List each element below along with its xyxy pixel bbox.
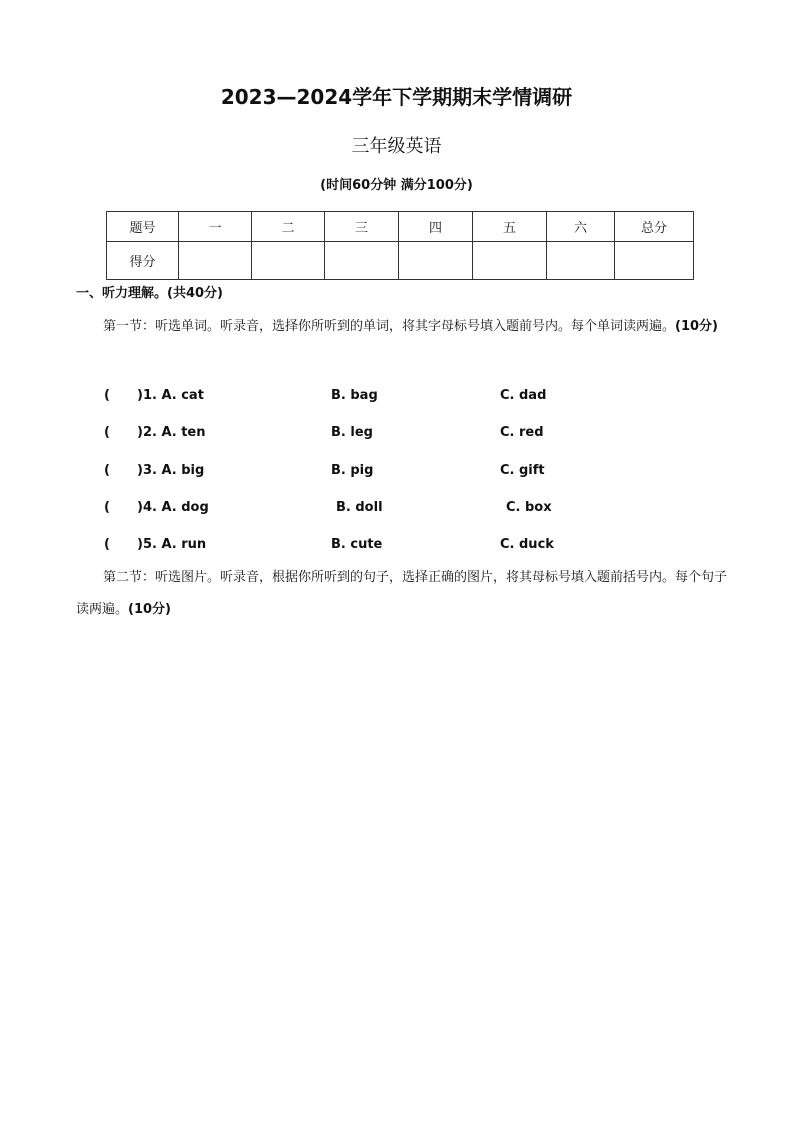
question-option-c: C. box (506, 500, 552, 515)
question-row (104, 498, 724, 518)
score-cell (547, 242, 615, 280)
question-option-a: )1. A. cat (137, 388, 204, 403)
question-option-a: )3. A. big (137, 463, 205, 478)
part2-points: (10分) (128, 602, 171, 617)
question-row (104, 386, 724, 406)
page-title: 2023—2024学年下学期期末学情调研 (220, 85, 573, 109)
question-option-a: )4. A. dog (137, 500, 209, 515)
score-cell (473, 242, 547, 280)
score-table-header-cell: 三 (325, 212, 399, 242)
question-row (104, 461, 724, 481)
question-row (104, 535, 724, 555)
question-option-c: C. dad (500, 388, 547, 403)
score-row-label: 得分 (107, 242, 179, 280)
score-table-header-cell: 一 (179, 212, 252, 242)
exam-subject: 三年级英语 (351, 136, 442, 157)
score-table (106, 211, 694, 280)
question-option-b: B. doll (336, 500, 383, 515)
score-cell (252, 242, 325, 280)
question-option-b: B. bag (331, 388, 378, 403)
score-cell (325, 242, 399, 280)
question-option-c: C. gift (500, 463, 545, 478)
question-option-b: B. pig (331, 463, 374, 478)
question-option-a: )2. A. ten (137, 425, 206, 440)
score-cell (615, 242, 694, 280)
section-heading: 一、听力理解。(共40分) (76, 286, 223, 301)
part2-instruction-text: 第二节：听选图片。听录音，根据你所听到的句子，选择正确的图片，将其母标号填入题前括号内。每个句子读两遍。 (76, 570, 728, 617)
score-table-header-cell: 五 (473, 212, 547, 242)
score-table-header-row (107, 212, 694, 242)
part2-instruction (76, 562, 736, 626)
question-option-b: B. cute (331, 537, 383, 552)
answer-bracket: ( (104, 388, 110, 403)
score-table-header-cell: 六 (547, 212, 615, 242)
exam-meta: (时间60分钟 满分100分) (320, 178, 473, 193)
question-row (104, 423, 724, 443)
answer-bracket: ( (104, 425, 110, 440)
score-cell (399, 242, 473, 280)
part1-instruction (76, 311, 736, 343)
part1-points: (10分) (675, 319, 718, 334)
question-option-c: C. red (500, 425, 544, 440)
score-table-score-row (107, 242, 694, 280)
answer-bracket: ( (104, 537, 110, 552)
score-table-header-cell: 四 (399, 212, 473, 242)
question-option-b: B. leg (331, 425, 373, 440)
answer-bracket: ( (104, 500, 110, 515)
score-table-header-cell: 总分 (615, 212, 694, 242)
score-table-header-cell: 二 (252, 212, 325, 242)
score-table-header-cell: 题号 (107, 212, 179, 242)
score-cell (179, 242, 252, 280)
question-option-c: C. duck (500, 537, 554, 552)
answer-bracket: ( (104, 463, 110, 478)
question-option-a: )5. A. run (137, 537, 207, 552)
part1-instruction-text: 第一节：听选单词。听录音，选择你所听到的单词，将其字母标号填入题前号内。每个单词读两遍。 (103, 319, 676, 334)
